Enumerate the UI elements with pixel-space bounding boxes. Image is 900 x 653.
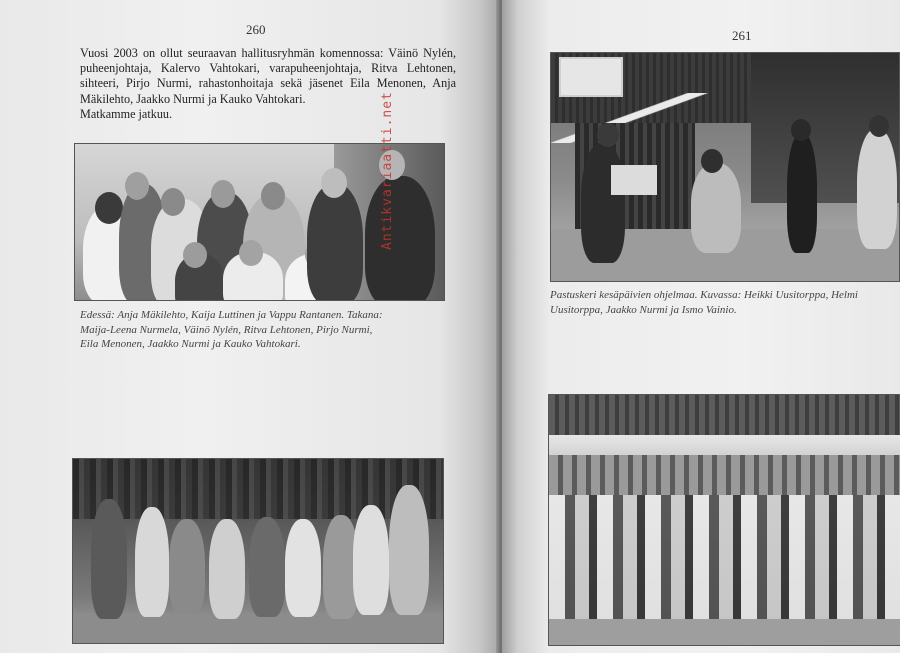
photo1-caption: Edessä: Anja Mäkilehto, Kaija Luttinen ja Vappu Rantanen. Takana: Maija-Leena Nurmela, Väinö Nylén, Ritva Lehtonen, Pirjo Nurmi, Eila Menonen, Jaakko Nurmi ja Kauko Vahtokari.	[80, 309, 383, 350]
watermark: Antikvariaatti.net	[380, 91, 395, 250]
page-number-left: 260	[246, 22, 266, 37]
paragraph-2: Matkamme jatkuu.	[80, 106, 173, 121]
photo-garden-group	[72, 458, 444, 644]
right-page	[502, 0, 900, 653]
photo1-caption-right: Pastuskeri kesäpäivien ohjelmaa. Kuvassa: Heikki Uusitorppa, Helmi Uusitorppa, Jaakko Nurmi ja Ismo Vainio.	[550, 289, 858, 316]
photo-large-group	[548, 394, 900, 646]
photo-outdoor-performance	[550, 52, 900, 282]
paragraph-1: Vuosi 2003 on ollut seuraavan hallitusryhmän komennossa: Väinö Nylén, puheenjohtaja, Kalervo Vahtokari, varapuheenjohtaja, Ritva Lehtonen, sihteeri, Pirjo Nurmi, rahastonhoitaja sekä jäsenet Eila Menonen, Anja Mäkilehto, Jaakko Nurmi ja Kauko Vahtokari.	[80, 46, 456, 106]
body-text	[80, 46, 456, 122]
page-number-right: 261	[732, 28, 752, 43]
